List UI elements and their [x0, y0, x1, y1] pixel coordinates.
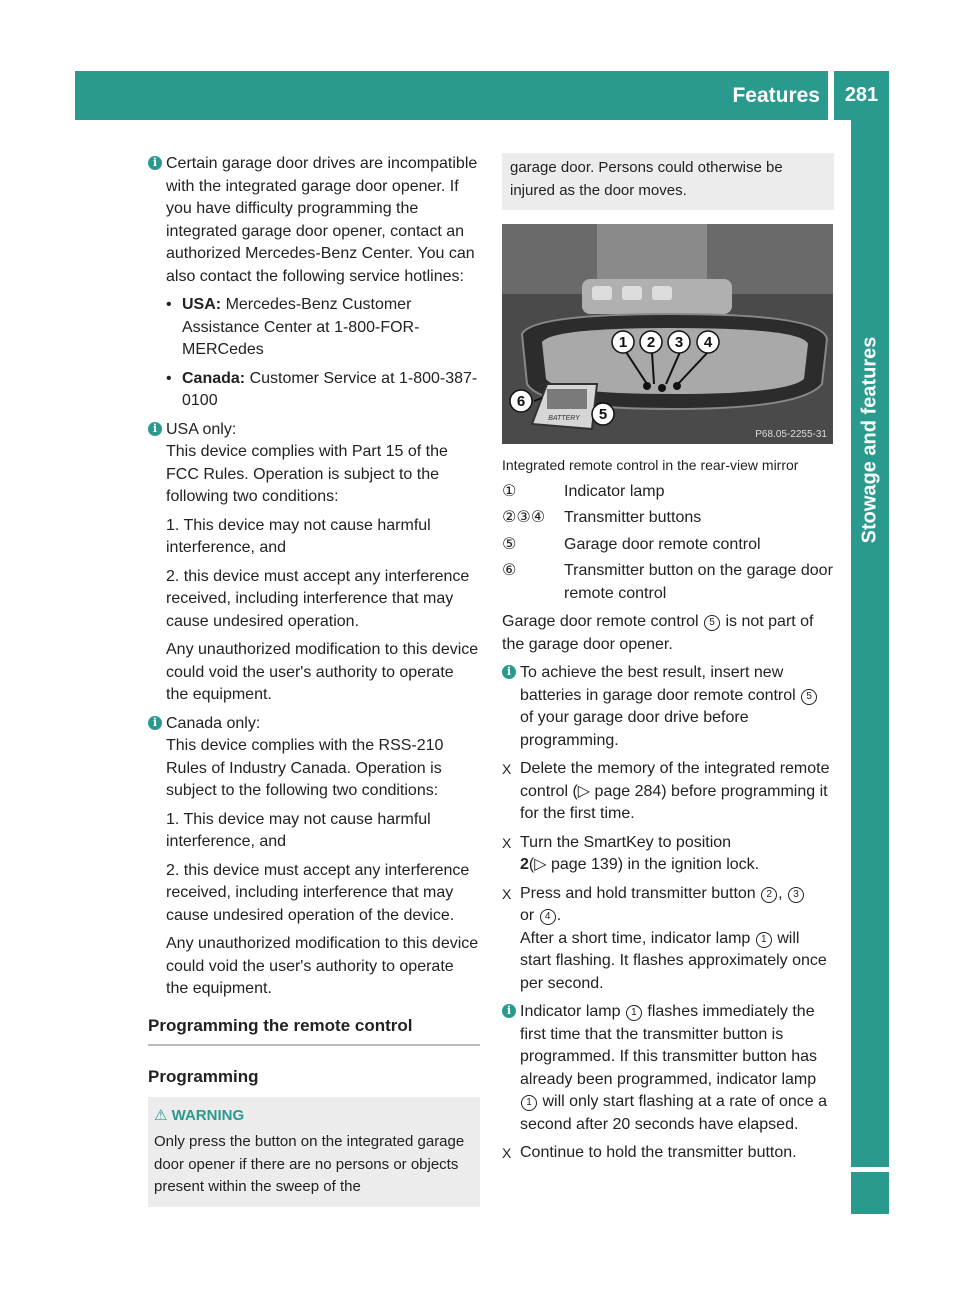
page-number: 281	[834, 71, 889, 120]
paragraph: 2. this device must accept any interference received, including interference that may cause undesired operation.	[166, 567, 470, 630]
info-icon: i	[148, 156, 162, 170]
paragraph: 2. this device must accept any interference received, including interference that may cause undesired operation of the device.	[166, 861, 470, 924]
callout-4: 4	[540, 909, 556, 925]
side-tab-block	[851, 1172, 889, 1214]
step-turn-key: X Turn the SmartKey to position 2(▷ page 139) in the ignition lock.	[502, 833, 760, 873]
callout-3: 3	[788, 887, 804, 903]
warning-continued: garage door. Persons could otherwise be injured as the door moves.	[502, 153, 834, 210]
legend-text: Indicator lamp	[564, 482, 665, 500]
warning-title: ⚠ WARNING	[154, 1106, 245, 1124]
photo-reference: P68.05-2255-31	[755, 429, 827, 440]
info-note-canada	[148, 713, 480, 1001]
photo-label-3: 3	[674, 334, 684, 351]
paragraph: Any unauthorized modification to this device could void the user's authority to operate the equipment.	[166, 641, 479, 703]
info-note-usa	[148, 419, 480, 707]
info-note-indicator: i Indicator lamp 1 flashes immediately the first time that the transmitter button is programmed. If this transmitter button has already been programmed, indicator lamp 1 will only start flashing at a rate of once a second after 20 seconds have elapsed.	[502, 1001, 834, 1136]
legend-key: ⑥	[502, 562, 517, 579]
legend-text: Transmitter buttons	[564, 509, 702, 526]
side-tab	[851, 120, 889, 1167]
info-icon: i	[148, 422, 162, 436]
mirror-illustration	[502, 224, 833, 444]
info-icon: i	[148, 716, 162, 730]
callout-5: 5	[801, 689, 817, 705]
subsection-heading: Programming	[148, 1067, 259, 1086]
step-continue-hold: X Continue to hold the transmitter button.	[502, 1142, 834, 1165]
paragraph: 1. This device may not cause harmful interference, and	[166, 516, 431, 556]
legend	[502, 481, 834, 606]
legend-key: ②③④	[502, 509, 546, 526]
callout-5: 5	[704, 615, 720, 631]
warning-box	[148, 1097, 480, 1207]
photo-label-5: 5	[598, 406, 608, 423]
info-icon: i	[502, 665, 516, 679]
bullet-usa: • USA: Mercedes-Benz Customer Assistance Center at 1-800-FOR-MERCedes	[166, 294, 480, 362]
warning-triangle-icon: ⚠	[154, 1106, 168, 1124]
page-title: Features	[732, 84, 820, 107]
photo-caption: Integrated remote control in the rear-view mirror	[502, 457, 799, 473]
legend-key: ⑤	[502, 535, 517, 553]
callout-1: 1	[521, 1095, 537, 1111]
note-title: Canada only:	[166, 714, 261, 732]
legend-text: Garage door remote control	[564, 535, 761, 553]
legend-row	[502, 481, 834, 504]
legend-key: ①	[502, 482, 517, 500]
paragraph-remote: Garage door remote control 5 is not part of the garage door opener.	[502, 613, 814, 653]
step-arrow-icon: X	[502, 885, 512, 902]
step-delete-memory: X Delete the memory of the integrated remote control (▷ page 284) before programming it for the first time.	[502, 760, 830, 822]
paragraph: 1. This device may not cause harmful interference, and	[166, 810, 431, 850]
note-text: Certain garage door drives are incompatible with the integrated garage door opener. If you have difficulty programming the integrated garage door opener, contact an authorized Mercedes-Benz Center. You can also contact the following service hotlines:	[166, 155, 478, 285]
info-note-batteries: i To achieve the best result, insert new batteries in garage door remote control 5 of your garage door drive before programming.	[502, 662, 834, 752]
photo-label-2: 2	[646, 334, 656, 351]
step-press-hold: X Press and hold transmitter button 2 , 3 or 4 . After a short time, indicator lamp 1 will start flashing. It flashes approximately once per second.	[502, 884, 827, 992]
photo-label-1: 1	[618, 334, 628, 351]
bullet-canada: • Canada: Customer Service at 1-800-387-0100	[166, 368, 480, 413]
paragraph: This device complies with the RSS-210 Rules of Industry Canada. Operation is subject to the following two conditions:	[166, 737, 444, 799]
callout-1: 1	[626, 1005, 642, 1021]
legend-row	[502, 507, 834, 530]
mirror-photo	[502, 224, 833, 444]
photo-label-6: 6	[516, 393, 526, 410]
paragraph: This device complies with Part 15 of the FCC Rules. Operation is subject to the following two conditions:	[166, 443, 448, 505]
step-arrow-icon: X	[502, 834, 512, 851]
right-column	[502, 153, 834, 1171]
photo-label-4: 4	[703, 334, 713, 351]
callout-2: 2	[761, 887, 777, 903]
remote-battery-label: BATTERY	[548, 415, 580, 422]
header-bar	[75, 71, 828, 120]
side-tab-label: Stowage and features	[858, 336, 881, 544]
legend-text: Transmitter button on the garage door remote control	[564, 562, 833, 602]
legend-row	[502, 560, 834, 605]
left-column	[148, 153, 480, 1207]
step-arrow-icon: X	[502, 761, 512, 777]
section-heading: Programming the remote control	[148, 1007, 480, 1047]
note-title: USA only:	[166, 420, 237, 438]
legend-row	[502, 534, 834, 557]
info-icon: i	[502, 1004, 516, 1018]
warning-text: Only press the button on the integrated garage door opener if there are no persons or objects present within the sweep of the	[154, 1133, 465, 1195]
step-arrow-icon: X	[502, 1145, 512, 1161]
paragraph: Any unauthorized modification to this device could void the user's authority to operate the equipment.	[166, 935, 479, 997]
callout-1: 1	[756, 932, 772, 948]
info-note-hotlines	[148, 153, 480, 413]
